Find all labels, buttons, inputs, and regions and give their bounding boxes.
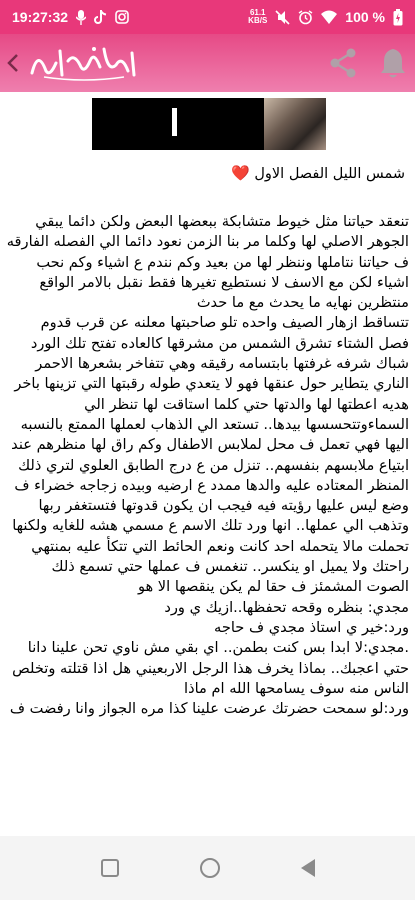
chapter-title <box>10 164 405 182</box>
status-left <box>12 9 129 25</box>
network-speed-unit: KB/S <box>248 16 268 25</box>
alarm-icon <box>298 10 313 25</box>
tiktok-icon <box>94 10 107 25</box>
story-paragraph: مجدي: بنظره وقحه تحفظها..ازيك ي ورد <box>164 598 409 616</box>
microphone-icon <box>76 10 86 25</box>
chevron-left-icon[interactable] <box>4 52 22 74</box>
bell-icon[interactable] <box>379 47 407 79</box>
battery-percent: 100 % <box>345 9 385 25</box>
cover-bar <box>172 108 177 136</box>
mute-icon <box>275 10 290 25</box>
chapter-cover-image <box>92 98 326 150</box>
arabic-calligraphy-logo <box>24 43 144 83</box>
share-icon[interactable] <box>329 48 357 78</box>
system-nav-bar <box>0 836 415 900</box>
story-paragraph: تنعقد حياتنا مثل خيوط متشابكة ببعضها البعض ولكن دائما يبقي الجوهر الاصلي لها وكلما مر بنا الزمن نعود دائما الي الفصله الفارقه ف حياتنا نتاملها وننظر لها من بعيد وكم نندم ع اشياء وكم نحب اشياء لكن مع الاسف لا نستطيع تغيرها فقط نقبل بالامر الواقع منتظرين نهايه ما يحدث مع ما حدث <box>6 213 409 312</box>
story-paragraph: ورد:خير ي استاذ مجدي ف حاجه <box>214 618 409 636</box>
chapter-title-text: شمس الليل الفصل الاول <box>254 166 405 182</box>
status-bar <box>0 0 415 34</box>
heart-icon: ❤️ <box>231 164 250 182</box>
app-bar <box>0 34 415 92</box>
app-bar-left <box>4 43 144 83</box>
status-right <box>248 9 403 26</box>
status-time: 19:27:32 <box>12 9 69 25</box>
story-paragraph: تتساقط ازهار الصيف واحده تلو صاحبتها معلنه عن قرب قدوم فصل الشتاء تشرق الشمس من مشرقها كالعاده تفتح تلك الورد شباك شرفه غرفتها بابتسامه رقيقه وهي تتفاخر بشعرها الاحمر الناري يتطاير حول عنقها فهو لا يتعدي طوله رقبتها التي تزينها باخر هديه اعطتها لها والدتها حتي كلما استاقت لها تنظر الي السماءوتتحسسها بيدها.. تستعد الي الذهاب لعملها الممتع بالنسبه اليها فهي تعمل ف محل لملابس الاطفال وكم راق لها منظرهم عند ابتياع ملابسهم بنفسهم.. تنزل من ع درج الطابق العلوي لتري ذلك المنظر المعتاده عليه والدها ممدد ع ارضيه وبيده زجاجه خضراء ف وضع ليس عليها رؤيته فيه فيجب ان يكون قدوتها فتستغفر ربها وتذهب الي عملها.. انها ورد تلك الاسم ع مسمي هشه للغايه ولكنها تحملت مالا يتحمله احد كانت ونعم الحائط التي تتكأ عليه بمنتهي راحتك ولا يميل او ينكسر.. تنغمس ف عملها حتي تسمع ذلك الصوت المشمئز ف حقا لم يكن ينقصها الا هو <box>11 314 409 596</box>
cover-photo <box>264 98 326 150</box>
battery-charging-icon <box>393 9 403 26</box>
back-triangle-icon[interactable] <box>301 859 315 877</box>
app-bar-right <box>329 47 407 79</box>
story-paragraph: ورد:لو سمحت حضرتك عرضت علينا كذا مره الجواز وانا رفضت ف <box>9 700 409 718</box>
network-speed <box>248 9 267 25</box>
story-body <box>6 212 409 832</box>
home-circle-icon[interactable] <box>200 858 220 878</box>
story-paragraph: .مجدي:لا ابدا بس كنت بطمن.. اي بقي مش ناوي تحن علينا دانا حتي اعجبك.. بماذا يخرف هذا الرجل الاربعيني هل اذا قتلته وتخلص الناس منه سوف يسامحها الله ام ماذا <box>12 639 409 697</box>
recents-square-icon[interactable] <box>101 859 119 877</box>
wifi-icon <box>321 10 337 24</box>
network-speed-value: 61.1 <box>249 8 266 17</box>
ig-icon <box>115 10 129 24</box>
